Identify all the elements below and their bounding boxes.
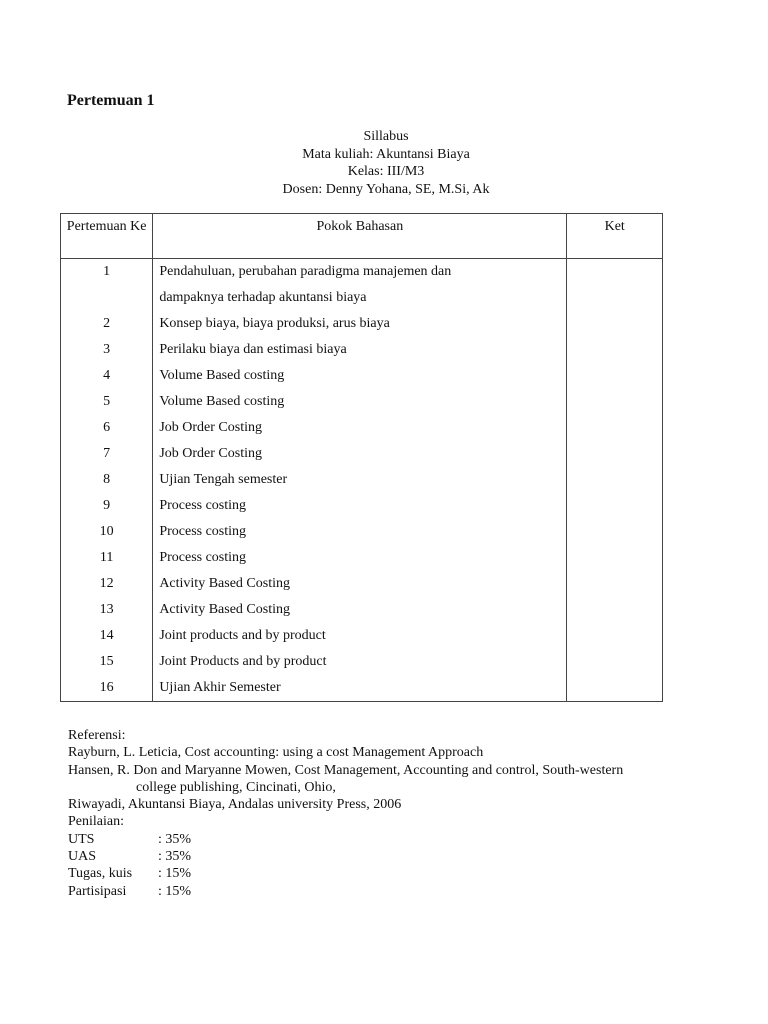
meeting-number: 13 (61, 597, 153, 623)
reference-item-continuation: college publishing, Cincinati, Ohio, (136, 779, 336, 795)
meeting-topic: Konsep biaya, biaya produksi, arus biaya (153, 311, 567, 337)
grading-heading: Penilaian: (68, 814, 124, 830)
meeting-number: 2 (61, 311, 153, 337)
meeting-topic: Volume Based costing (153, 389, 567, 415)
meeting-notes (567, 623, 663, 649)
meeting-notes (567, 493, 663, 519)
meeting-notes (567, 545, 663, 571)
grading-value: : 35% (158, 849, 192, 865)
table-row (61, 545, 663, 571)
meeting-topic: Joint Products and by product (153, 649, 567, 675)
table-row (61, 363, 663, 389)
meeting-notes (567, 389, 663, 415)
meeting-topic: Process costing (153, 493, 567, 519)
table-row (61, 337, 663, 363)
meeting-notes (567, 363, 663, 389)
syllabus-header (0, 128, 768, 198)
meeting-number: 7 (61, 441, 153, 467)
table-row (61, 259, 663, 312)
header-course: Mata kuliah: Akuntansi Biaya (302, 146, 470, 162)
meeting-number: 9 (61, 493, 153, 519)
meeting-notes (567, 259, 663, 312)
references-heading: Referensi: (68, 728, 126, 743)
meeting-number: 1 (61, 259, 153, 312)
meeting-number: 6 (61, 415, 153, 441)
table-row (61, 441, 663, 467)
table-row (61, 415, 663, 441)
header-syllabus: Sillabus (363, 129, 409, 144)
meeting-number: 14 (61, 623, 153, 649)
table-row (61, 571, 663, 597)
grading-label: UTS (68, 831, 95, 847)
page-title: Pertemuan 1 (67, 92, 155, 109)
meeting-notes (567, 597, 663, 623)
grading-row (68, 831, 623, 848)
references-section (68, 727, 623, 900)
grading-row (68, 865, 623, 882)
meeting-topic: Pendahuluan, perubahan paradigma manajemen dan dampaknya terhadap akuntansi biaya (153, 259, 567, 312)
meeting-number: 5 (61, 389, 153, 415)
meeting-number: 8 (61, 467, 153, 493)
meeting-notes (567, 519, 663, 545)
meeting-notes (567, 337, 663, 363)
table-row (61, 623, 663, 649)
meeting-topic: Job Order Costing (153, 415, 567, 441)
meeting-number: 4 (61, 363, 153, 389)
table-row (61, 519, 663, 545)
meeting-notes (567, 649, 663, 675)
table-header-row (61, 214, 663, 259)
meeting-topic: Activity Based Costing (153, 571, 567, 597)
grading-value: : 35% (158, 831, 192, 847)
table-row (61, 675, 663, 702)
meeting-notes (567, 311, 663, 337)
header-class: Kelas: III/M3 (347, 164, 425, 179)
grading-label: Partisipasi (68, 883, 127, 899)
column-header-notes: Ket (567, 214, 663, 259)
meeting-topic: Process costing (153, 545, 567, 571)
meeting-number: 10 (61, 519, 153, 545)
table-row (61, 311, 663, 337)
meeting-notes (567, 415, 663, 441)
grading-value: : 15% (158, 883, 192, 899)
reference-item: Riwayadi, Akuntansi Biaya, Andalas university Press, 2006 (68, 797, 402, 813)
meeting-topic: Volume Based costing (153, 363, 567, 389)
reference-item: Rayburn, L. Leticia, Cost accounting: using a cost Management Approach (68, 745, 484, 761)
meeting-topic: Ujian Tengah semester (153, 467, 567, 493)
header-lecturer: Dosen: Denny Yohana, SE, M.Si, Ak (282, 181, 490, 197)
meeting-topic: Job Order Costing (153, 441, 567, 467)
table-row (61, 467, 663, 493)
meeting-number: 16 (61, 675, 153, 702)
column-header-meeting: Pertemuan Ke (61, 214, 153, 259)
meeting-notes (567, 675, 663, 702)
meeting-topic: Ujian Akhir Semester (153, 675, 567, 702)
meeting-topic: Activity Based Costing (153, 597, 567, 623)
table-row (61, 389, 663, 415)
table-row (61, 493, 663, 519)
meeting-notes (567, 467, 663, 493)
table-row (61, 597, 663, 623)
meeting-number: 3 (61, 337, 153, 363)
meeting-topic: Perilaku biaya dan estimasi biaya (153, 337, 567, 363)
grading-label: UAS (68, 849, 97, 865)
grading-label: Tugas, kuis (68, 866, 133, 882)
meeting-number: 15 (61, 649, 153, 675)
table-row (61, 649, 663, 675)
meeting-notes (567, 441, 663, 467)
meeting-number: 11 (61, 545, 153, 571)
grading-row (68, 883, 623, 900)
reference-item: Hansen, R. Don and Maryanne Mowen, Cost Management, Accounting and control, South-western (68, 762, 624, 778)
meeting-topic: Joint products and by product (153, 623, 567, 649)
meeting-number: 12 (61, 571, 153, 597)
syllabus-table (60, 213, 663, 702)
grading-value: : 15% (158, 866, 192, 882)
column-header-topic: Pokok Bahasan (153, 214, 567, 259)
meeting-topic: Process costing (153, 519, 567, 545)
grading-row (68, 848, 623, 865)
meeting-notes (567, 571, 663, 597)
